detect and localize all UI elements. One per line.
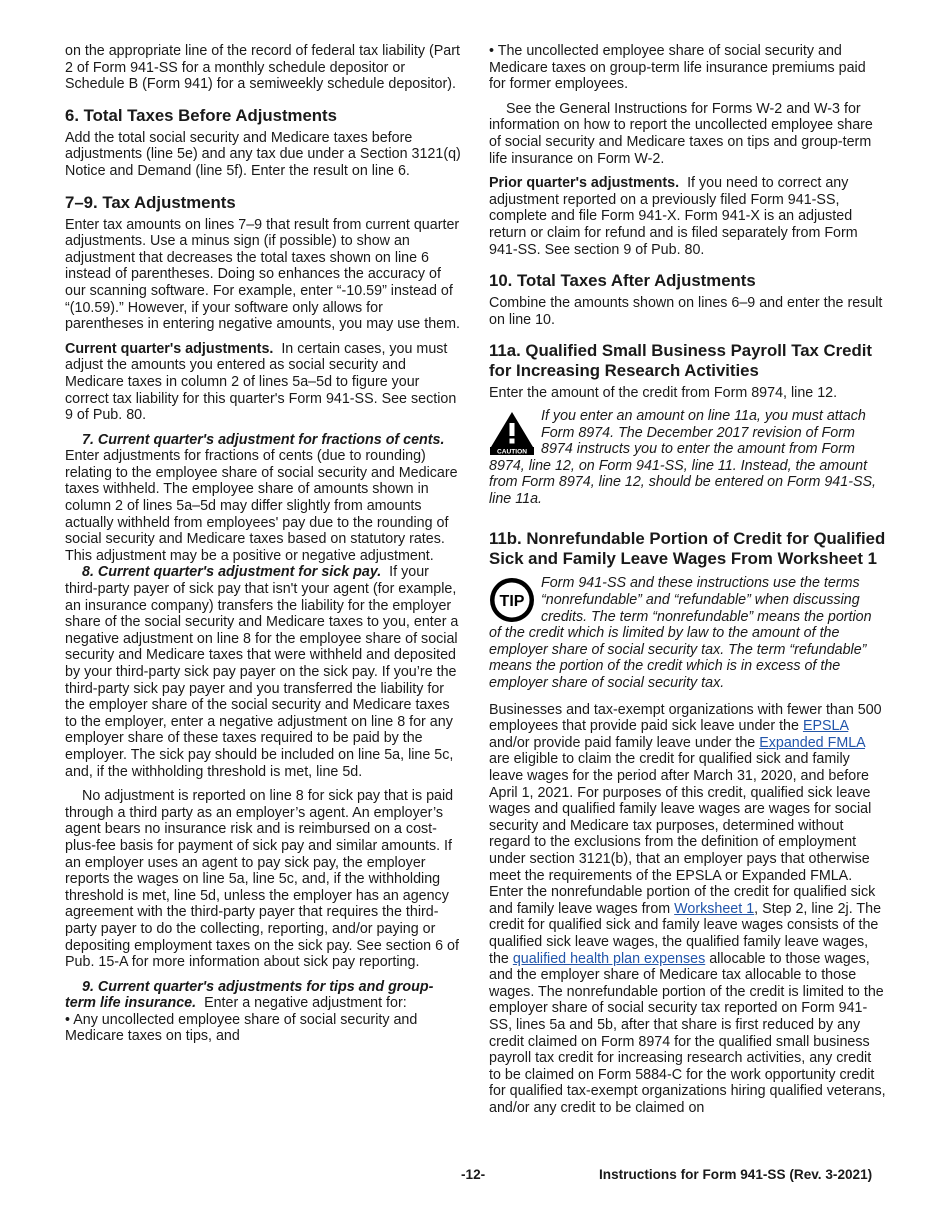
- left-column: [65, 43, 463, 1045]
- text-run: and/or provide paid family leave under the: [489, 734, 760, 751]
- caution-note: [489, 408, 886, 508]
- prior-quarter-adjustments-paragraph: [489, 175, 886, 258]
- bullet-text: The uncollected employee share of social security and Medicare taxes on group-term life insurance premiums paid for former employees.: [489, 43, 866, 93]
- section-10-text: Combine the amounts shown on lines 6–9 and enter the result on line 10.: [489, 295, 883, 328]
- paragraph-text: Enter a negative adjustment for:: [204, 995, 407, 1012]
- run-in-title: 8. Current quarter's adjustment for sick pay.: [82, 564, 382, 581]
- section-10-heading: 10. Total Taxes After Adjustments: [489, 271, 756, 291]
- run-in-title: 7. Current quarter's adjustment for fractions of cents.: [82, 431, 445, 448]
- expanded-fmla-link[interactable]: Expanded FMLA: [759, 734, 865, 751]
- section-11a-text: Enter the amount of the credit from Form 8974, line 12.: [489, 385, 838, 402]
- section-11a-heading: 11a. Qualified Small Business Payroll Tax Credit for Increasing Research Activities: [489, 341, 873, 381]
- worksheet-1-link[interactable]: Worksheet 1: [674, 900, 755, 917]
- paragraph-text: In certain cases, you must adjust the amounts you entered as social security and Medicare taxes in column 2 of lines 5a–5d to figure your correct tax liability for this quarter's Form 941-SS. See section 9 of Pub. 80.: [65, 340, 457, 424]
- form-title-footer: Instructions for Form 941-SS (Rev. 3-2021): [599, 1167, 873, 1182]
- text-run: Businesses and tax-exempt organizations with fewer than 500 employees that provide paid sick leave under the: [489, 701, 882, 735]
- page-number: -12-: [461, 1167, 486, 1182]
- current-quarter-adjustments-paragraph: [65, 341, 463, 424]
- section-7-9-heading: 7–9. Tax Adjustments: [65, 192, 236, 212]
- paragraph-text: If your third-party payer of sick pay that isn't your agent (for example, an insurance company) transfers the liability for the employer share of the social security and Medicare taxes to you, enter a negative adjustment on line 8 for the employee share of social security and Medicare taxes that were withheld and deposited by your third-party sick pay payer on the sick pay. If you’re the third-party sick pay payer and you transferred the liability for the employer share of the social security and Medicare taxes to the employer, enter a negative adjustment on line 8 for any employer share of these taxes required to be paid by the employer. The sick pay should be included on line 5a, line 5c, and, if the withholding threshold is met, line 5d.: [65, 564, 459, 780]
- section-7-9-text: Enter tax amounts on lines 7–9 that result from current quarter adjustments. Use a minus sign (if possible) to show an adjustment that decreases the total taxes shown on line 6 instead of parentheses. Doing so enhances the accuracy of our scanning software. For example, enter “-10.59” instead of “(10.59).” However, if your software only allows for parentheses in entering negative amounts, you may use them.: [65, 216, 460, 333]
- line-8-paragraph: [65, 564, 463, 780]
- line-7-paragraph: [65, 432, 463, 565]
- bullet-icon: •: [489, 43, 495, 59]
- section-6-text: Add the total social security and Medicare taxes before adjustments (line 5e) and any tax due under a Section 3121(q) Notice and Demand (line 5f). Enter the result on line 6.: [65, 129, 461, 179]
- intro-paragraph: on the appropriate line of the record of federal tax liability (Part 2 of Form 941-SS for a monthly schedule depositor or Schedule B (Form 941) for a semiweekly schedule depositor).: [65, 43, 460, 93]
- text-run: , Step 2, line 2j. The credit for qualified sick and family leave wages consists of the qualified sick leave wages, the qualified family leave wages, the: [489, 900, 882, 967]
- tip-icon: [489, 577, 535, 623]
- tip-note: [489, 575, 886, 691]
- paragraph-text: Enter adjustments for fractions of cents (due to rounding) relating to the employee share of social security and Medicare taxes withheld. The employee share of amounts shown in column 2 of lines 5a–5d may differ slightly from amounts actually withheld from employees' pay due to the rounding of social security and Medicare taxes based on statutory rates. This adjustment may be a positive or negative adjustment.: [65, 448, 458, 564]
- section-11b-heading: 11b. Nonrefundable Portion of Credit for Qualified Sick and Family Leave Wages From Worksheet 1: [489, 529, 886, 569]
- run-in-title: 9. Current quarter's adjustments for tips and group-term life insurance.: [65, 978, 434, 1012]
- caution-label: CAUTION: [496, 448, 528, 456]
- paragraph-text: If you need to correct any adjustment reported on a previously filed Form 941-SS, complete and file Form 941-X. Form 941-X is an adjusted return or claim for refund and is filed separately from Form 941-SS. See section 9 of Pub. 80.: [489, 175, 858, 258]
- run-in-title: Current quarter's adjustments.: [65, 340, 274, 357]
- line-8-agent-paragraph: No adjustment is reported on line 8 for sick pay that is paid through a third party as an employer’s agent. An employer’s agent bears no insurance risk and is reimbursed on a cost-plus-fee basis for payment of sick pay and similar amounts. If an employer uses an agent to pay sick pay, the employer reports the wages on line 5a, line 5c, and, if the withholding threshold is met, line 5d, unless the employer has an agency agreement with the third-party payer that requires the third-party payer to do the collecting, reporting, and/or paying or depositing employment taxes on the sick pay. See section 6 of Pub. 15-A for more information about sick pay reporting.: [65, 788, 459, 971]
- section-11b-text: [489, 702, 886, 1117]
- right-column: [489, 43, 886, 1124]
- caution-icon: [489, 410, 535, 456]
- section-6-heading: 6. Total Taxes Before Adjustments: [65, 105, 337, 125]
- line-9-paragraph: [65, 979, 463, 1012]
- bullet-icon: •: [65, 1011, 71, 1028]
- text-run: are eligible to claim the credit for qualified sick and family leave wages for the period after March 31, 2020, and before April 1, 2021. For purposes of this credit, qualified sick leave wages and qualified family leave wages are wages for social security and Medicare tax purposes, determined without regard to the exclusions from the definition of employment under section 3121(b), that an employer pays that otherwise meet the requirements of the EPSLA or Expanded FMLA. Enter the nonrefundable portion of the credit for qualified sick and family leave wages from: [489, 751, 876, 917]
- bullet-item-group-term: [489, 43, 886, 93]
- tip-text: Form 941-SS and these instructions use the terms “nonrefundable” and “refundable” when discussing credits. The term “nonrefundable” means the portion of the credit which is limited by law to the amount of the employer share of social security tax. The term “refundable” means the portion of the credit which is in excess of the employer share of social security tax.: [489, 575, 872, 692]
- epsla-link[interactable]: EPSLA: [802, 718, 849, 735]
- run-in-title: Prior quarter's adjustments.: [489, 175, 680, 192]
- bullet-item-tips: [65, 1012, 463, 1045]
- w2-paragraph: See the General Instructions for Forms W-2 and W-3 for information on how to report the uncollected employee share of social security and Medicare taxes on tips and group-term life insurance on Form W-2.: [489, 100, 873, 167]
- tip-label: TIP: [499, 593, 525, 611]
- qualified-health-plan-expenses-link[interactable]: qualified health plan expenses: [512, 950, 706, 967]
- caution-text: If you enter an amount on line 11a, you must attach Form 8974. The December 2017 revision of Form 8974 instructs you to enter the amount from Form 8974, line 12, on Form 941-SS, line 11. Instead, the amount from Form 8974, line 12, should be entered on Form 941-SS, line 11a.: [489, 407, 877, 507]
- text-run: allocable to those wages, and the employer share of Medicare tax allocable to those wages. The nonrefundable portion of the credit is limited to the employer share of social security tax reported on Form 941-SS, lines 5a and 5b, after that share is first reduced by any credit claimed on Form 8974 for the qualified small business payroll tax credit for increasing research activities, any credit to be claimed on Form 5884-C for the work opportunity credit for qualified tax-exempt organizations hiring qualified veterans, and/or any credit to be claimed on: [489, 950, 886, 1116]
- bullet-text: Any uncollected employee share of social security and Medicare taxes on tips, and: [65, 1011, 418, 1045]
